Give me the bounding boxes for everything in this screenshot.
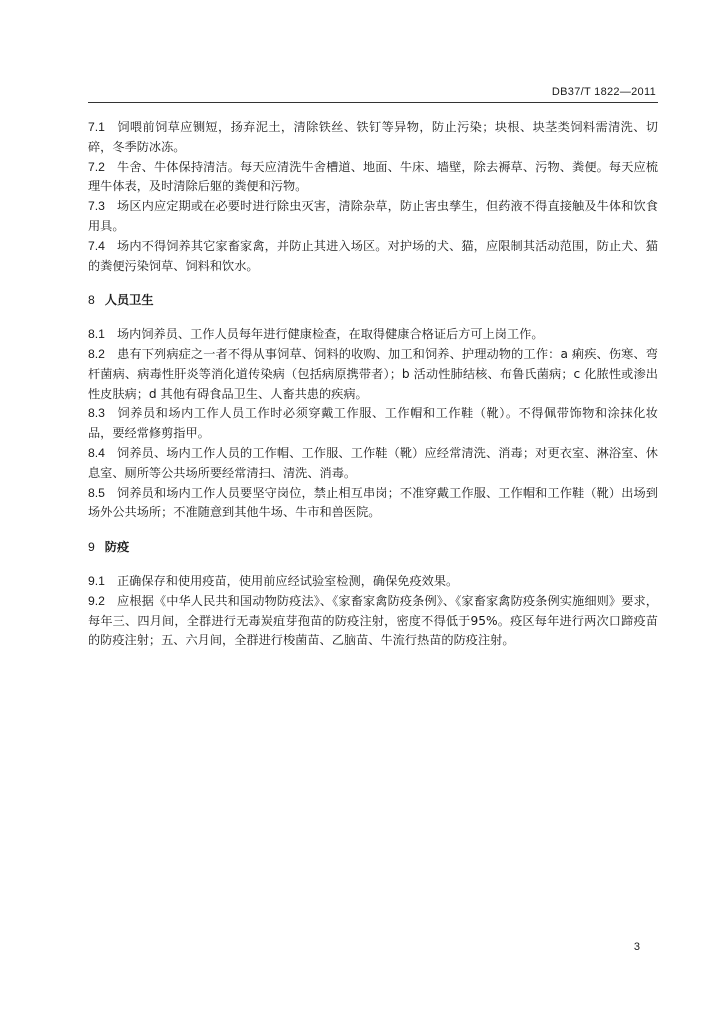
clause-text: 牛舍、牛体保持清洁。每天应清洗牛舍槽道、地面、牛床、墙壁，除去褥草、污物、粪便。每天应梳理牛体表，及时清除后躯的粪便和污物。: [88, 159, 658, 194]
page-number: 3: [633, 941, 640, 953]
clause-8-3: [88, 404, 658, 444]
section-9-heading: [88, 538, 658, 558]
clause-7-1: [88, 118, 658, 158]
section-9-clauses: [88, 572, 658, 651]
clause-text: 场内不得饲养其它家畜家禽，并防止其进入场区。对护场的犬、猫，应限制其活动范围，防止犬、猫的粪便污染饲草、饲料和饮水。: [88, 238, 658, 273]
clause-number: 9.1: [88, 573, 105, 588]
clause-text: 场区内应定期或在必要时进行除虫灭害，清除杂草，防止害虫孳生，但药液不得直接触及牛体和饮食用具。: [88, 199, 658, 233]
clause-text: 患有下列病症之一者不得从事饲草、饲料的收购、加工和饲养、护理动物的工作：a 痢疾、伤寒、弯杆菌病、病毒性肝炎等消化道传染病（包括病原携带者）；b 活动性肺结核、布鲁氏菌病；c 化脓性或渗出性皮肤病；d 其他有碍食品卫生、人畜共患的疾病。: [88, 346, 658, 401]
clause-text: 饲养员、场内工作人员的工作帽、工作服、工作鞋（靴）应经常清洗、消毒；对更衣室、淋浴室、休息室、厕所等公共场所要经常清扫、清洗、消毒。: [88, 445, 658, 480]
clause-8-5: [88, 484, 658, 524]
header-divider: [88, 102, 658, 103]
clause-number: 8.3: [88, 406, 105, 421]
clause-text: 正确保存和使用疫苗，使用前应经试验室检测，确保免疫效果。: [116, 573, 459, 588]
clause-number: 8.2: [88, 346, 105, 361]
clause-7-2: [88, 158, 658, 198]
clause-7-4: [88, 237, 658, 277]
clause-7-3: [88, 197, 658, 237]
section-8-clauses: [88, 325, 658, 523]
clause-text: 饲养员和场内工作人员工作时必须穿戴工作服、工作帽和工作鞋（靴）。不得佩带饰物和涂抹化妆品，要经常修剪指甲。: [88, 406, 658, 441]
document-code: DB37/T 1822—2011: [551, 86, 656, 98]
clause-text: 场内饲养员、工作人员每年进行健康检查，在取得健康合格证后方可上岗工作。: [116, 327, 544, 342]
section-title: 防疫: [104, 540, 130, 555]
section-number: 9: [88, 540, 95, 555]
section-title: 人员卫生: [104, 293, 154, 308]
clause-text: 饲喂前饲草应铡短，扬弃泥土，清除铁丝、铁钉等异物，防止污染；块根、块茎类饲料需清洗、切碎，冬季防冰冻。: [88, 120, 658, 154]
clause-text: 应根据《中华人民共和国动物防疫法》、《家畜家禽防疫条例》、《家畜家禽防疫条例实施细则》要求，每年三、四月间，全群进行无毒炭疽芽孢苗的防疫注射，密度不得低于95%。疫区每年进行两次口蹄疫苗的防疫注射；五、六月间，全群进行梭菌苗、乙脑苗、牛流行热苗的防疫注射。: [88, 593, 658, 648]
clause-number: 7.3: [88, 199, 105, 214]
clause-9-2: [88, 592, 658, 651]
clause-8-1: [88, 325, 658, 345]
section-number: 8: [88, 293, 95, 308]
clause-number: 7.4: [88, 238, 105, 253]
clause-number: 7.1: [88, 120, 105, 134]
section-7-clauses: [88, 118, 658, 276]
clause-8-2: [88, 345, 658, 404]
clause-8-4: [88, 444, 658, 484]
clause-number: 7.2: [88, 159, 105, 174]
section-8-heading: [88, 291, 658, 311]
document-body: [88, 118, 658, 651]
clause-number: 8.4: [88, 445, 105, 460]
clause-number: 8.1: [88, 327, 105, 342]
clause-number: 8.5: [88, 485, 105, 500]
clause-9-1: [88, 572, 658, 592]
clause-text: 饲养员和场内工作人员要坚守岗位，禁止相互串岗；不准穿戴工作服、工作帽和工作鞋（靴）出场到场外公共场所；不准随意到其他牛场、牛市和兽医院。: [88, 485, 658, 520]
clause-number: 9.2: [88, 593, 105, 608]
